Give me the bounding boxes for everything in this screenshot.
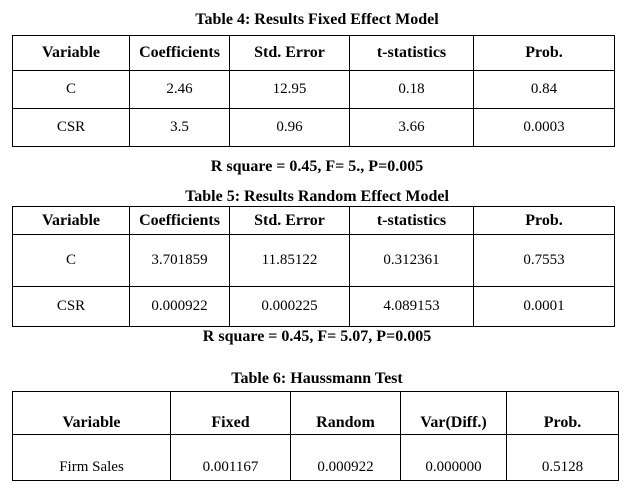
table5-header-cell: Std. Error — [230, 207, 350, 235]
table6-header-cell: Var(Diff.) — [401, 392, 507, 435]
table4-stats: R square = 0.45, F= 5., P=0.005 — [210, 158, 424, 175]
table5-header-row — [13, 207, 615, 235]
table5-cell: 0.000225 — [230, 287, 350, 327]
table4-header-cell: Variable — [13, 36, 130, 71]
table5-cell: 3.701859 — [130, 235, 230, 287]
table4-header-row — [13, 36, 615, 71]
table4-cell: 0.18 — [350, 71, 474, 109]
table4-header-cell: Std. Error — [230, 36, 350, 71]
table6-header-cell: Random — [291, 392, 401, 435]
table5-header-cell: t-statistics — [350, 207, 474, 235]
table6-cell: 0.000000 — [401, 435, 507, 481]
table5-title: Table 5: Results Random Effect Model — [185, 188, 449, 205]
table5-cell: 0.000922 — [130, 287, 230, 327]
table6-cell: 0.5128 — [507, 435, 619, 481]
table5-stats: R square = 0.45, F= 5.07, P=0.005 — [202, 328, 432, 345]
table4 — [12, 35, 615, 147]
table6-header-cell: Prob. — [507, 392, 619, 435]
table4-header-cell: t-statistics — [350, 36, 474, 71]
table6-cell: Firm Sales — [13, 435, 171, 481]
table-row — [13, 435, 619, 481]
table6-header-row — [13, 392, 619, 435]
table5-cell: 0.312361 — [350, 235, 474, 287]
table4-cell: 0.0003 — [474, 109, 615, 147]
table4-header-cell: Coefficients — [130, 36, 230, 71]
table4-cell: 3.66 — [350, 109, 474, 147]
table5-cell: 4.089153 — [350, 287, 474, 327]
table6-header-cell: Variable — [13, 392, 171, 435]
table4-cell: 3.5 — [130, 109, 230, 147]
table5-header-cell: Variable — [13, 207, 130, 235]
table6 — [12, 391, 619, 481]
table4-cell: C — [13, 71, 130, 109]
table4-cell: 0.84 — [474, 71, 615, 109]
table4-header-cell: Prob. — [474, 36, 615, 71]
table5-cell: 11.85122 — [230, 235, 350, 287]
table6-header-cell: Fixed — [171, 392, 291, 435]
table4-title: Table 4: Results Fixed Effect Model — [195, 11, 439, 28]
table6-title: Table 6: Haussmann Test — [231, 370, 403, 387]
table4-cell: 2.46 — [130, 71, 230, 109]
table4-cell: 0.96 — [230, 109, 350, 147]
table5-cell: 0.0001 — [474, 287, 615, 327]
table4-cell: 12.95 — [230, 71, 350, 109]
table5-header-cell: Prob. — [474, 207, 615, 235]
table-row — [13, 109, 615, 147]
table4-cell: CSR — [13, 109, 130, 147]
table-row — [13, 235, 615, 287]
table6-cell: 0.000922 — [291, 435, 401, 481]
table6-cell: 0.001167 — [171, 435, 291, 481]
table-row — [13, 287, 615, 327]
table5-cell: C — [13, 235, 130, 287]
table-row — [13, 71, 615, 109]
table5-header-cell: Coefficients — [130, 207, 230, 235]
table5-cell: CSR — [13, 287, 130, 327]
table5 — [12, 206, 615, 327]
table5-cell: 0.7553 — [474, 235, 615, 287]
